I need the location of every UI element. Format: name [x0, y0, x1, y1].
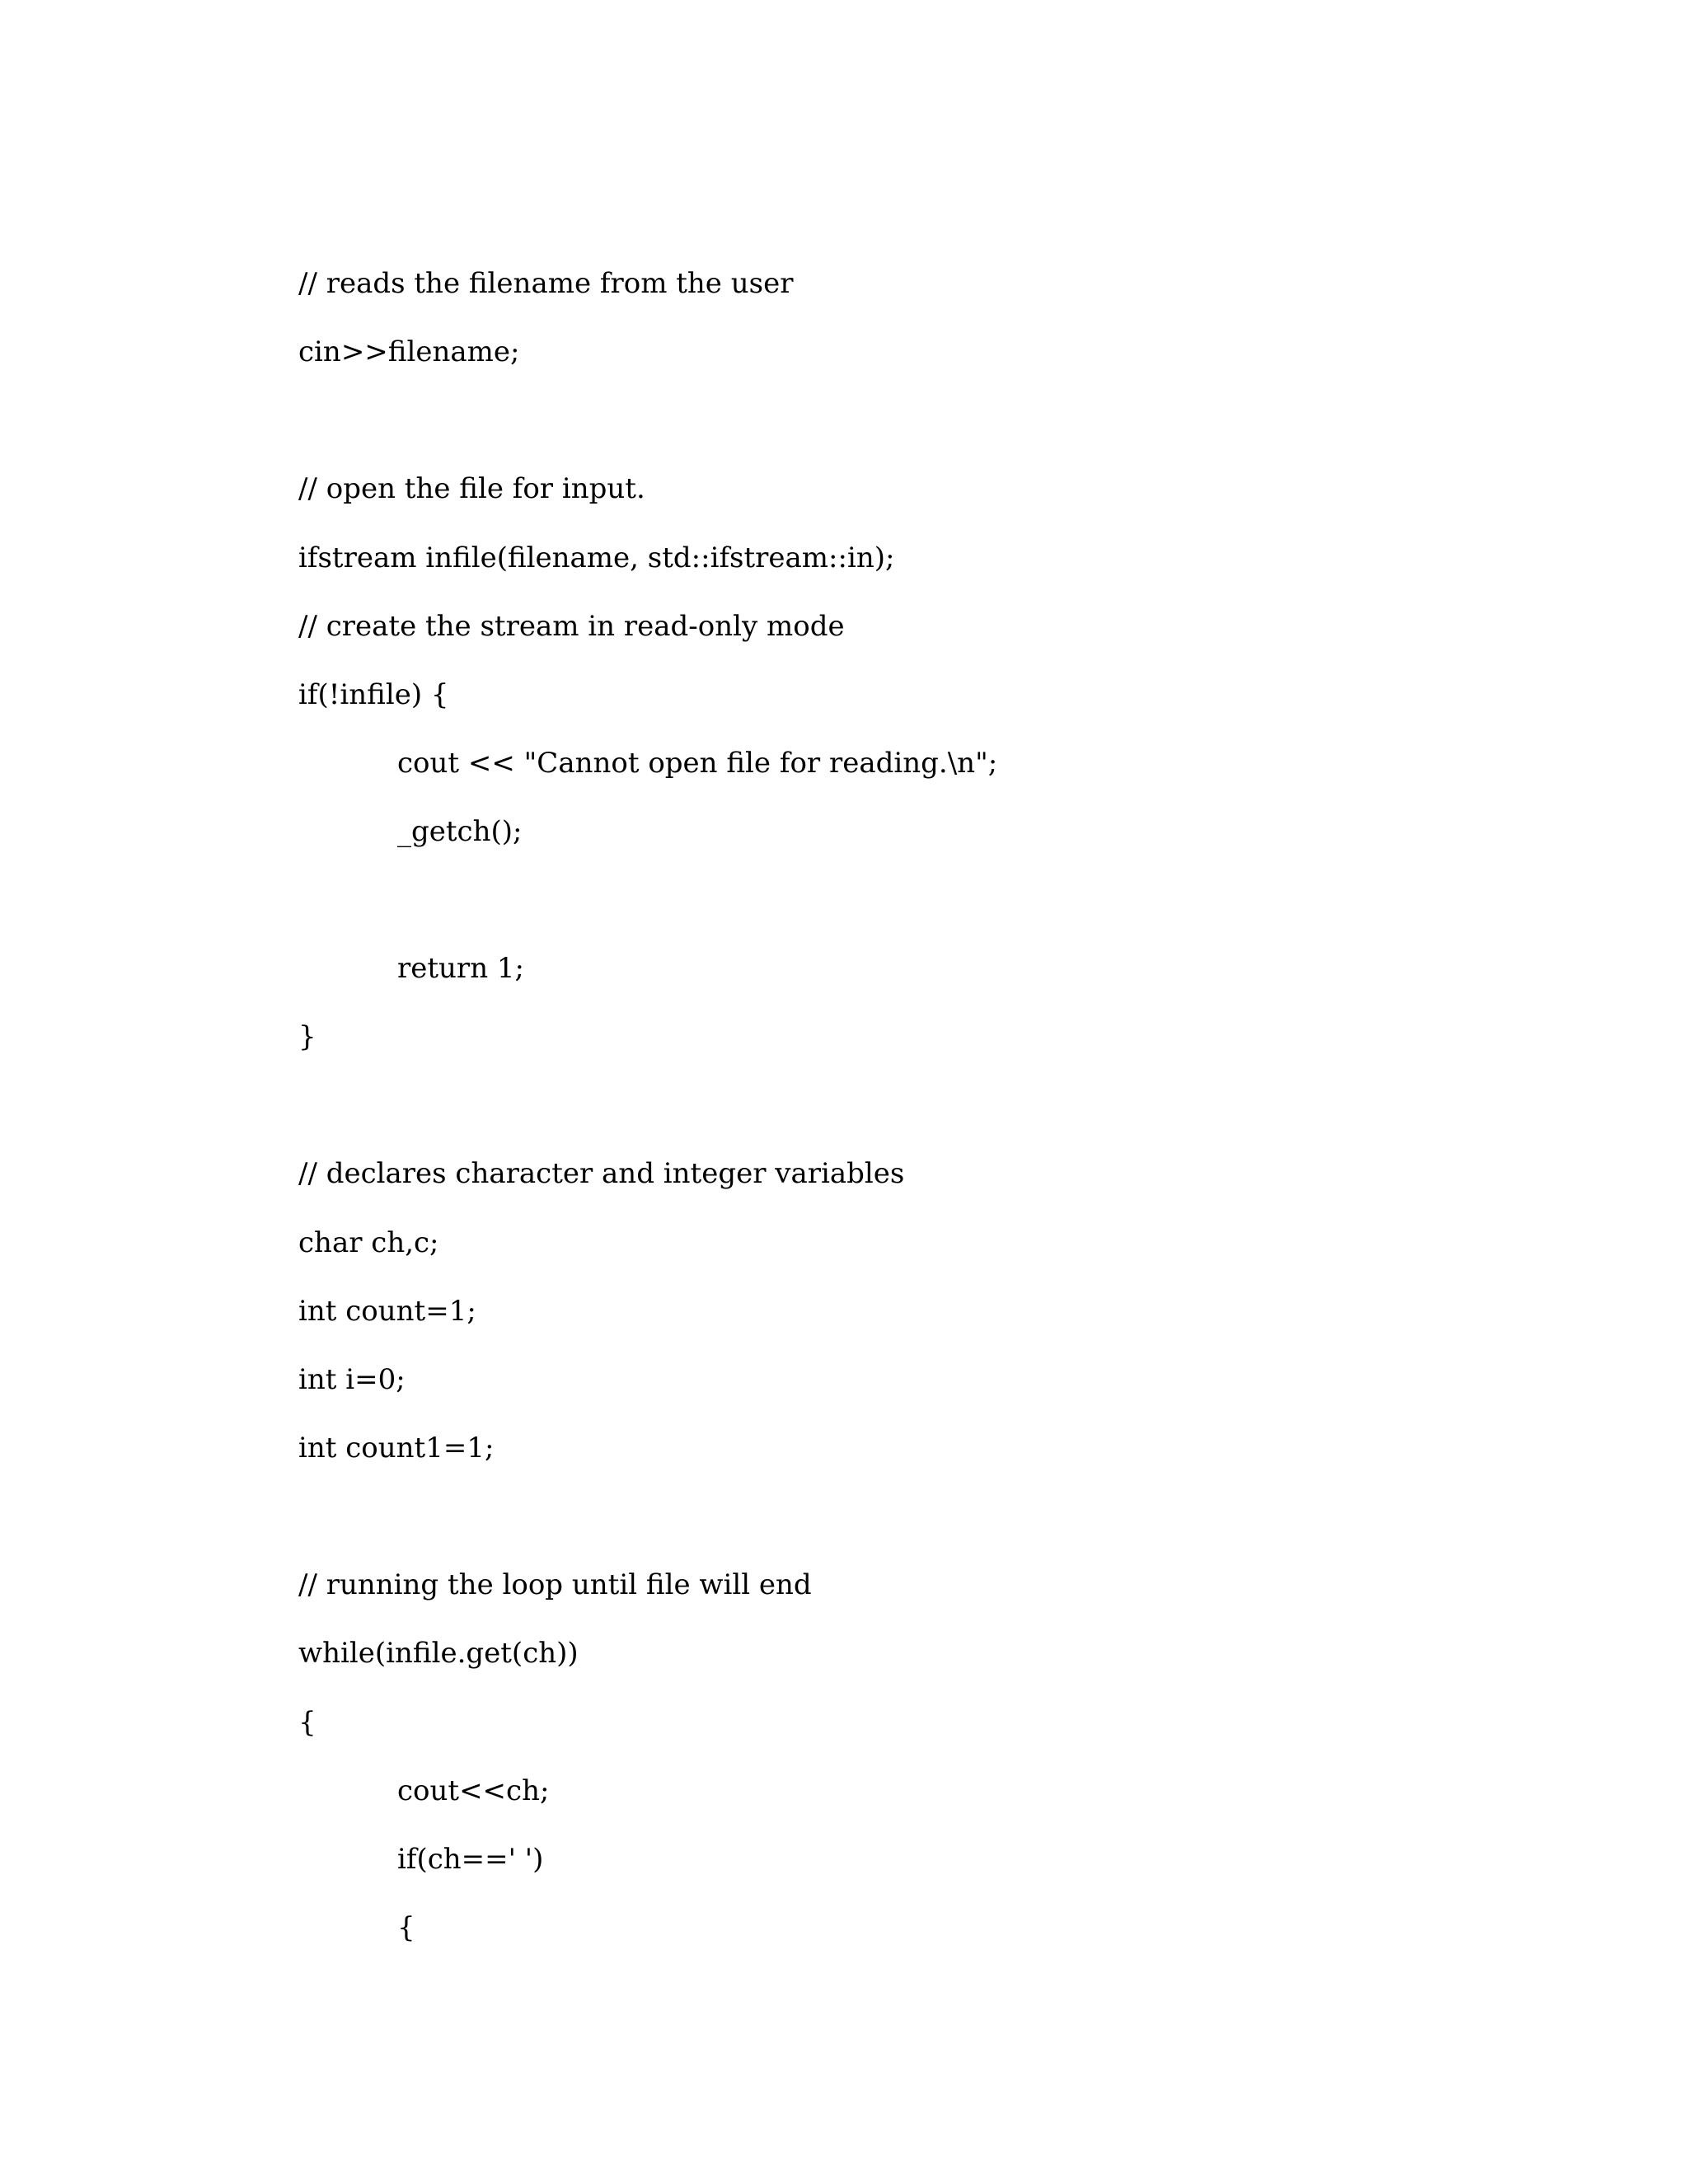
code-comment: // declares character and integer variables [298, 1157, 905, 1190]
code-line: cin>>filename; [298, 335, 520, 368]
code-line: cout<<ch; [397, 1774, 550, 1807]
code-line: } [298, 1020, 316, 1053]
code-comment: // reads the filename from the user [298, 267, 794, 300]
code-line: return 1; [397, 952, 524, 985]
code-line: { [298, 1706, 316, 1739]
code-line: { [397, 1911, 415, 1944]
code-line: char ch,c; [298, 1226, 439, 1259]
code-comment: // running the loop until file will end [298, 1568, 812, 1601]
code-line: if(ch==' ') [397, 1843, 544, 1876]
code-line: int count=1; [298, 1295, 476, 1328]
code-line: _getch(); [397, 815, 523, 848]
code-line: ifstream infile(filename, std::ifstream::in); [298, 541, 895, 574]
code-line: while(infile.get(ch)) [298, 1637, 579, 1670]
code-comment: // open the file for input. [298, 472, 645, 505]
code-comment: // create the stream in read-only mode [298, 610, 845, 643]
code-line: int count1=1; [298, 1432, 495, 1465]
code-line: cout << "Cannot open file for reading.\n"; [397, 747, 998, 780]
code-line: int i=0; [298, 1363, 406, 1396]
code-line: if(!infile) { [298, 678, 449, 711]
